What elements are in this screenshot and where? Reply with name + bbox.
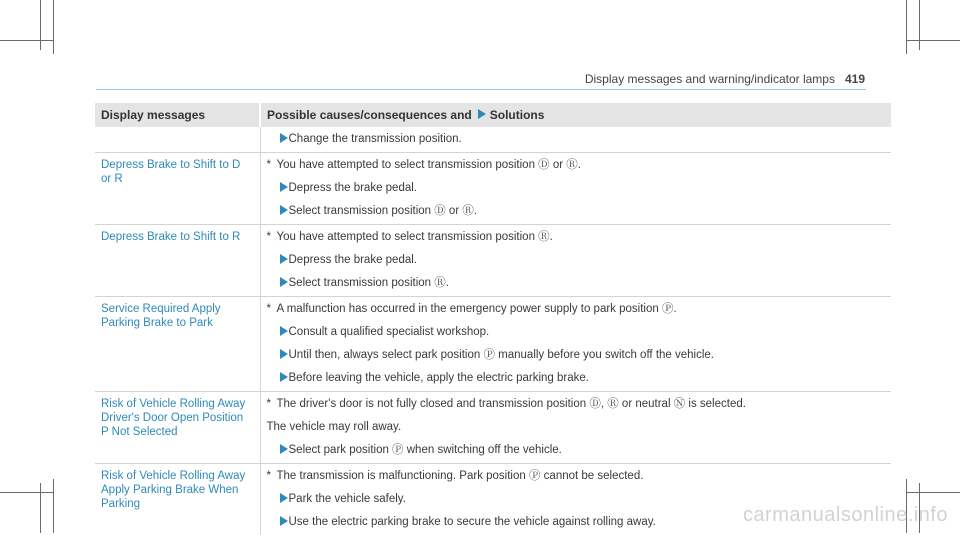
line-text: Use the electric parking brake to secure the vehicle against rolling away. <box>289 516 656 528</box>
table-header-row <box>95 103 891 127</box>
cause-note <box>267 230 886 244</box>
footnote-asterisk: * <box>267 397 271 411</box>
solution-step <box>267 443 886 457</box>
crop-mark <box>906 40 960 41</box>
solution-step <box>267 371 886 385</box>
table-row <box>95 127 891 153</box>
table-row <box>95 153 891 225</box>
display-message <box>95 127 260 153</box>
causes-solutions-cell <box>260 153 891 225</box>
arrow-right-icon <box>280 133 288 143</box>
column-header-causes-solutions <box>260 103 891 127</box>
arrow-right-icon <box>280 182 288 192</box>
cause-note <box>267 302 886 316</box>
display-message: Risk of Vehicle Rolling Away Apply Parking Brake When Parking <box>95 464 260 535</box>
arrow-right-icon <box>280 516 288 526</box>
arrow-right-icon <box>280 277 288 287</box>
arrow-right-icon <box>478 109 486 119</box>
crop-mark <box>53 0 54 54</box>
arrow-right-icon <box>280 444 288 454</box>
line-text: The driver's door is not fully closed and transmission position Ⓓ, Ⓡ or neutral Ⓝ is selected. <box>277 398 746 410</box>
display-message: Depress Brake to Shift to D or R <box>95 153 260 225</box>
crop-mark <box>906 492 960 493</box>
table-row <box>95 225 891 297</box>
line-text: Park the vehicle safely. <box>289 493 406 505</box>
solution-step <box>267 348 886 362</box>
display-messages-table <box>95 103 891 535</box>
solution-step <box>267 181 886 195</box>
solution-step <box>267 204 886 218</box>
display-message: Depress Brake to Shift to R <box>95 225 260 297</box>
solution-step <box>267 325 886 339</box>
footnote-asterisk: * <box>267 302 271 316</box>
cause-note <box>267 397 886 411</box>
line-text: A malfunction has occurred in the emergency power supply to park position Ⓟ. <box>277 303 677 315</box>
solution-step <box>267 276 886 290</box>
crop-mark <box>40 0 41 50</box>
line-text: You have attempted to select transmission position Ⓡ. <box>277 231 553 243</box>
column-header-causes: Possible causes/consequences and <box>267 108 472 122</box>
line-text: Select transmission position Ⓓ or Ⓡ. <box>289 205 478 217</box>
line-text: You have attempted to select transmission position Ⓓ or Ⓡ. <box>277 159 581 171</box>
line-text: Depress the brake pedal. <box>289 182 418 194</box>
line-text: The vehicle may roll away. <box>267 421 402 433</box>
column-header-solutions: Solutions <box>490 108 545 122</box>
page-number: 419 <box>845 72 865 86</box>
crop-mark <box>53 479 54 533</box>
page-header <box>585 72 865 86</box>
arrow-right-icon <box>280 349 288 359</box>
line-text: Select park position Ⓟ when switching off the vehicle. <box>289 444 562 456</box>
display-message: Service Required Apply Parking Brake to Park <box>95 297 260 392</box>
footnote-asterisk: * <box>267 469 271 483</box>
column-header-display-messages: Display messages <box>95 103 260 127</box>
causes-solutions-cell <box>260 297 891 392</box>
line-text: The transmission is malfunctioning. Park position Ⓟ cannot be selected. <box>277 470 644 482</box>
solution-step <box>267 132 886 146</box>
crop-mark <box>906 0 907 54</box>
table-row <box>95 297 891 392</box>
display-message: Risk of Vehicle Rolling Away Driver's Door Open Position P Not Selected <box>95 392 260 464</box>
causes-solutions-cell <box>260 127 891 153</box>
causes-solutions-cell <box>260 225 891 297</box>
arrow-right-icon <box>280 205 288 215</box>
crop-mark <box>0 492 54 493</box>
line-text: Until then, always select park position Ⓟ manually before you switch off the vehicle. <box>289 349 715 361</box>
arrow-right-icon <box>280 254 288 264</box>
watermark: carmanualsonline.info <box>743 504 948 527</box>
line-text: Depress the brake pedal. <box>289 254 418 266</box>
line-text: Change the transmission position. <box>289 133 462 145</box>
header-rule <box>96 89 866 90</box>
line-text: Consult a qualified specialist workshop. <box>289 326 490 338</box>
solution-step <box>267 253 886 267</box>
footnote-asterisk: * <box>267 230 271 244</box>
page-header-title: Display messages and warning/indicator lamps <box>585 72 835 86</box>
cause-note <box>267 469 886 483</box>
arrow-right-icon <box>280 326 288 336</box>
footnote-asterisk: * <box>267 158 271 172</box>
arrow-right-icon <box>280 493 288 503</box>
consequence-text <box>267 420 886 434</box>
crop-mark <box>0 40 54 41</box>
causes-solutions-cell <box>260 392 891 464</box>
crop-mark <box>919 0 920 50</box>
line-text: Before leaving the vehicle, apply the electric parking brake. <box>289 372 589 384</box>
arrow-right-icon <box>280 372 288 382</box>
crop-mark <box>40 483 41 533</box>
table-row <box>95 392 891 464</box>
cause-note <box>267 158 886 172</box>
line-text: Select transmission position Ⓡ. <box>289 277 449 289</box>
